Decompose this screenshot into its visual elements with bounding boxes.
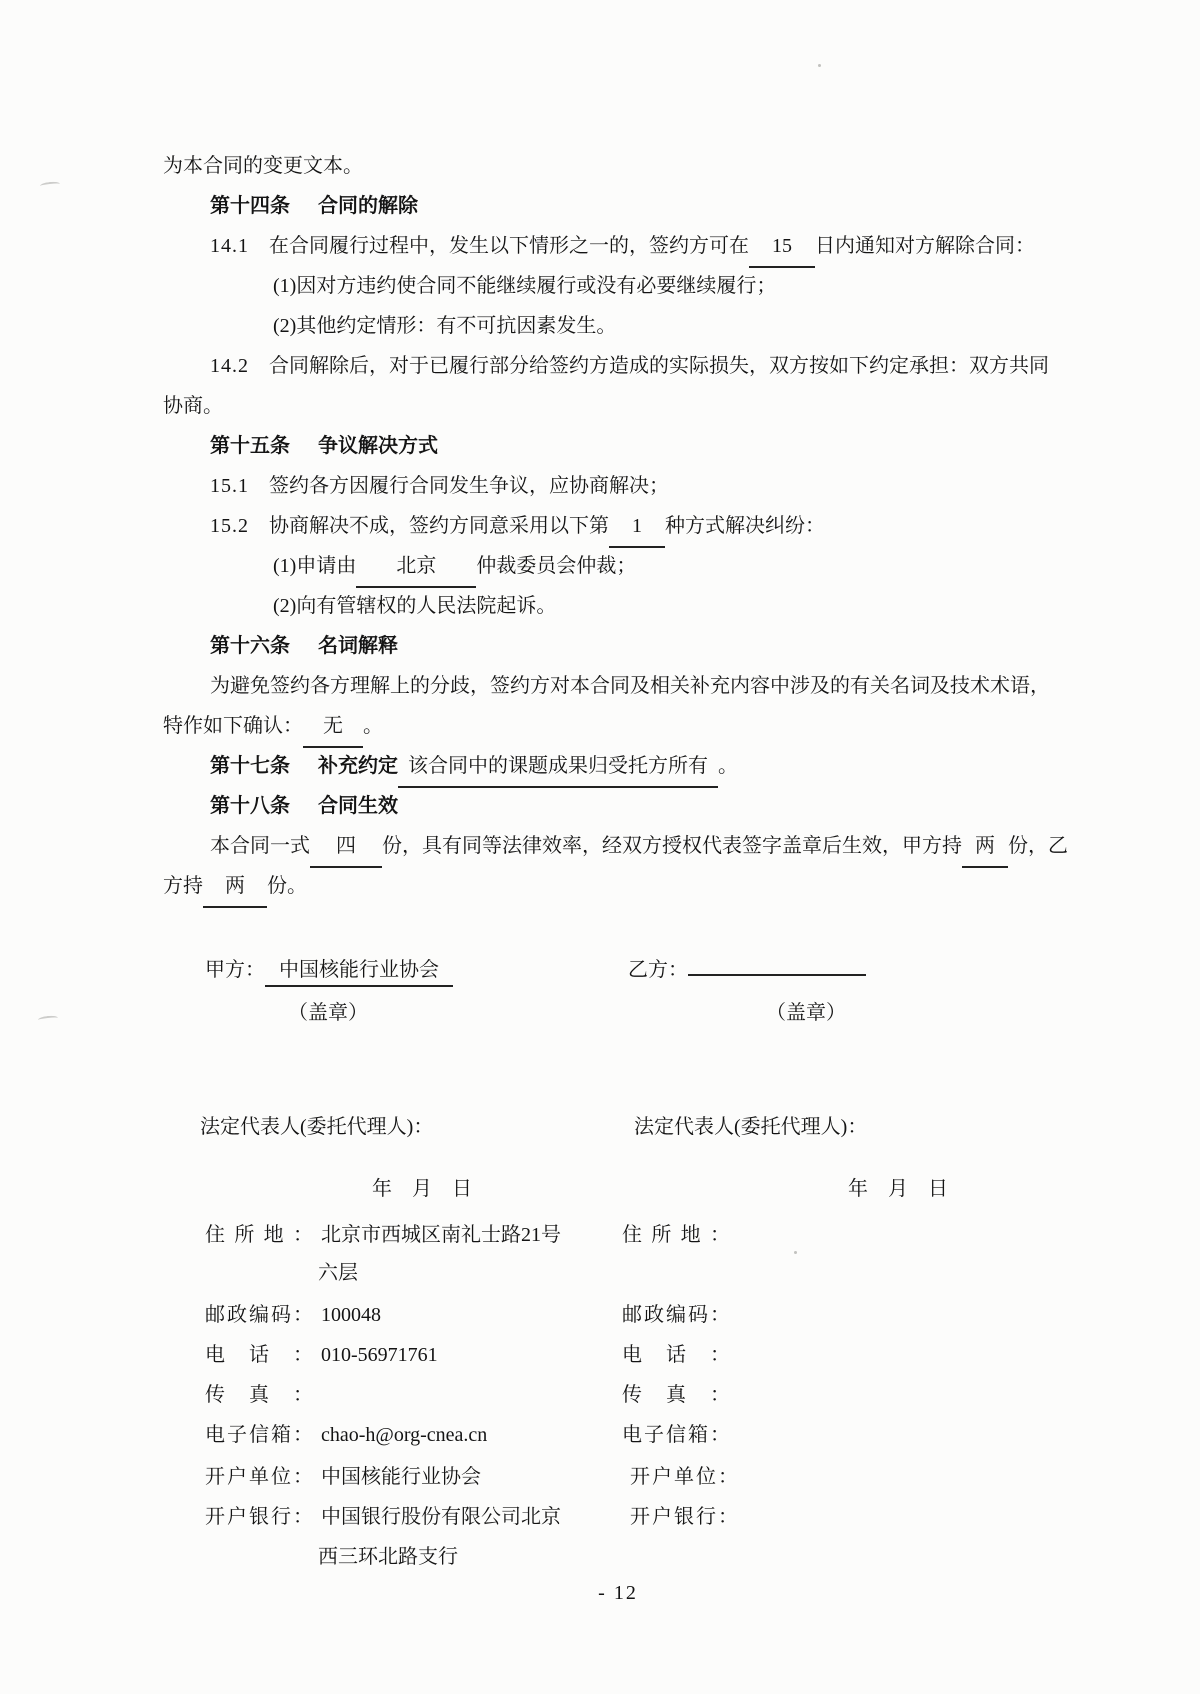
zip-label: 邮政编码： [622, 1304, 730, 1326]
item-15-2-text-post: 种方式解决纠纷： [665, 515, 825, 537]
account-label: 开户单位： [205, 1466, 313, 1488]
item-14-1-text-pre: 在合同履行过程中，发生以下情形之一的，签约方可在 [269, 235, 749, 257]
party-b-fax-row [622, 1380, 738, 1410]
sub-item-text: (2)其他约定情形：有不可抗因素发生。 [273, 315, 617, 337]
party-b-zip-row [622, 1300, 738, 1330]
party-a-bank-value: 中国银行股份有限公司北京 [321, 1506, 561, 1528]
item-15-1-number: 15.1 [210, 475, 249, 497]
party-a-legal-rep-line: 法定代表人(委托代理人)： [200, 1116, 434, 1138]
terms-confirmation-blank: 无 [303, 706, 363, 748]
party-b-address-row [622, 1220, 738, 1250]
party-a-copies-blank: 两 [962, 826, 1008, 868]
party-a-date-line: 年 月 日 [372, 1178, 472, 1200]
sub-item-text: (1)因对方违约使合同不能继续履行或没有必要继续履行； [273, 275, 777, 297]
clause-18-text-post: 份，乙 [1008, 835, 1068, 857]
party-b-email-row [622, 1420, 738, 1450]
party-a-bank-row [205, 1502, 561, 1532]
party-b-account-row [630, 1462, 746, 1492]
clause-18-title: 合同生效 [318, 795, 398, 817]
item-14-2-number: 14.2 [210, 355, 249, 377]
party-a-fax-row [205, 1380, 321, 1410]
party-b-copies-blank: 两 [203, 866, 267, 908]
page-number: - 12 [598, 1582, 638, 1604]
clause-16-period: 。 [363, 715, 383, 737]
sub-item-text-pre: (1)申请由 [273, 555, 357, 577]
party-b-legal-rep-line: 法定代表人(委托代理人)： [634, 1116, 868, 1138]
clause-16-text: 为避免签约各方理解上的分歧，签约方对本合同及相关补充内容中涉及的有关名词及技术术语， [210, 675, 1050, 697]
party-a-address-row [205, 1220, 561, 1250]
item-15-2-number: 15.2 [210, 515, 249, 537]
tel-label: 电话： [622, 1344, 730, 1366]
address-label: 住所地： [622, 1224, 730, 1246]
account-label: 开户单位： [630, 1466, 738, 1488]
party-a-email-value: chao-h@org-cnea.cn [321, 1424, 488, 1446]
party-a-zip-row [205, 1300, 381, 1330]
sub-item-text-post: 仲裁委员会仲裁； [476, 555, 637, 577]
email-label: 电子信箱： [205, 1424, 313, 1446]
clause-17-title: 补充约定 [318, 755, 398, 777]
party-b-seal-note: （盖章） [766, 1002, 846, 1024]
party-a-label: 甲方： [205, 959, 265, 981]
item-14-1-number: 14.1 [210, 235, 249, 257]
party-a-tel-value: 010-56971761 [321, 1344, 438, 1366]
bank-label: 开户银行： [205, 1506, 313, 1528]
party-a-zip-value: 100048 [321, 1304, 381, 1326]
party-a-signature-line [205, 955, 453, 987]
item-14-2-text: 合同解除后，对于已履行部分给签约方造成的实际损失，双方按如下约定承担：双方共同 [269, 355, 1049, 377]
party-b-tel-row [622, 1340, 738, 1370]
clause-14-title: 合同的解除 [318, 195, 418, 217]
clause-18-cont-post: 份。 [267, 875, 307, 897]
zip-label: 邮政编码： [205, 1304, 313, 1326]
clause-17-period: 。 [718, 755, 738, 777]
party-a-bank-line-2: 西三环北路支行 [318, 1546, 458, 1568]
clause-16-number: 第十六条 [210, 635, 290, 657]
sub-item-text: (2)向有管辖权的人民法院起诉。 [273, 595, 557, 617]
notice-days-blank: 15 [749, 226, 815, 268]
item-14-1-text-post: 日内通知对方解除合同： [815, 235, 1035, 257]
intro-text: 为本合同的变更文本。 [163, 155, 363, 177]
email-label: 电子信箱： [622, 1424, 730, 1446]
party-a-seal-note: （盖章） [288, 1002, 368, 1024]
clause-18-cont-pre: 方持 [163, 875, 203, 897]
clause-18-text-mid: 份，具有同等法律效率，经双方授权代表签字盖章后生效，甲方持 [382, 835, 962, 857]
bank-label: 开户银行： [630, 1506, 738, 1528]
party-b-name-blank [688, 974, 866, 976]
fax-label: 传真： [205, 1384, 313, 1406]
party-b-label: 乙方： [628, 959, 688, 981]
total-copies-blank: 四 [310, 826, 382, 868]
party-a-address-line-2: 六层 [318, 1262, 358, 1284]
party-a-tel-row [205, 1340, 438, 1370]
party-a-account-row [205, 1462, 481, 1492]
party-a-account-value: 中国核能行业协会 [321, 1466, 481, 1488]
supplement-agreement-blank: 该合同中的课题成果归受托方所有 [398, 746, 718, 788]
clause-16-confirm-label: 特作如下确认： [163, 715, 303, 737]
party-b-signature-line [628, 955, 866, 985]
clause-14-number: 第十四条 [210, 195, 290, 217]
clause-18-text-pre: 本合同一式 [210, 835, 310, 857]
party-a-name-blank: 中国核能行业协会 [265, 955, 453, 987]
fax-label: 传真： [622, 1384, 730, 1406]
clause-15-title: 争议解决方式 [318, 435, 438, 457]
dispute-method-blank: 1 [609, 506, 665, 548]
clause-15-number: 第十五条 [210, 435, 290, 457]
clause-16-title: 名词解释 [318, 635, 398, 657]
party-b-date-line: 年 月 日 [848, 1178, 948, 1200]
party-b-bank-row [630, 1502, 746, 1532]
tel-label: 电话： [205, 1344, 313, 1366]
item-15-2-text-pre: 协商解决不成，签约方同意采用以下第 [269, 515, 609, 537]
arbitration-city-blank: 北京 [356, 546, 476, 588]
clause-17-number: 第十七条 [210, 755, 290, 777]
clause-18-number: 第十八条 [210, 795, 290, 817]
item-14-2-cont-text: 协商。 [163, 395, 223, 417]
party-a-address-value: 北京市西城区南礼士路21号 [321, 1224, 561, 1246]
address-label: 住所地： [205, 1224, 313, 1246]
party-a-email-row [205, 1420, 487, 1450]
item-15-1-text: 签约各方因履行合同发生争议，应协商解决； [269, 475, 669, 497]
